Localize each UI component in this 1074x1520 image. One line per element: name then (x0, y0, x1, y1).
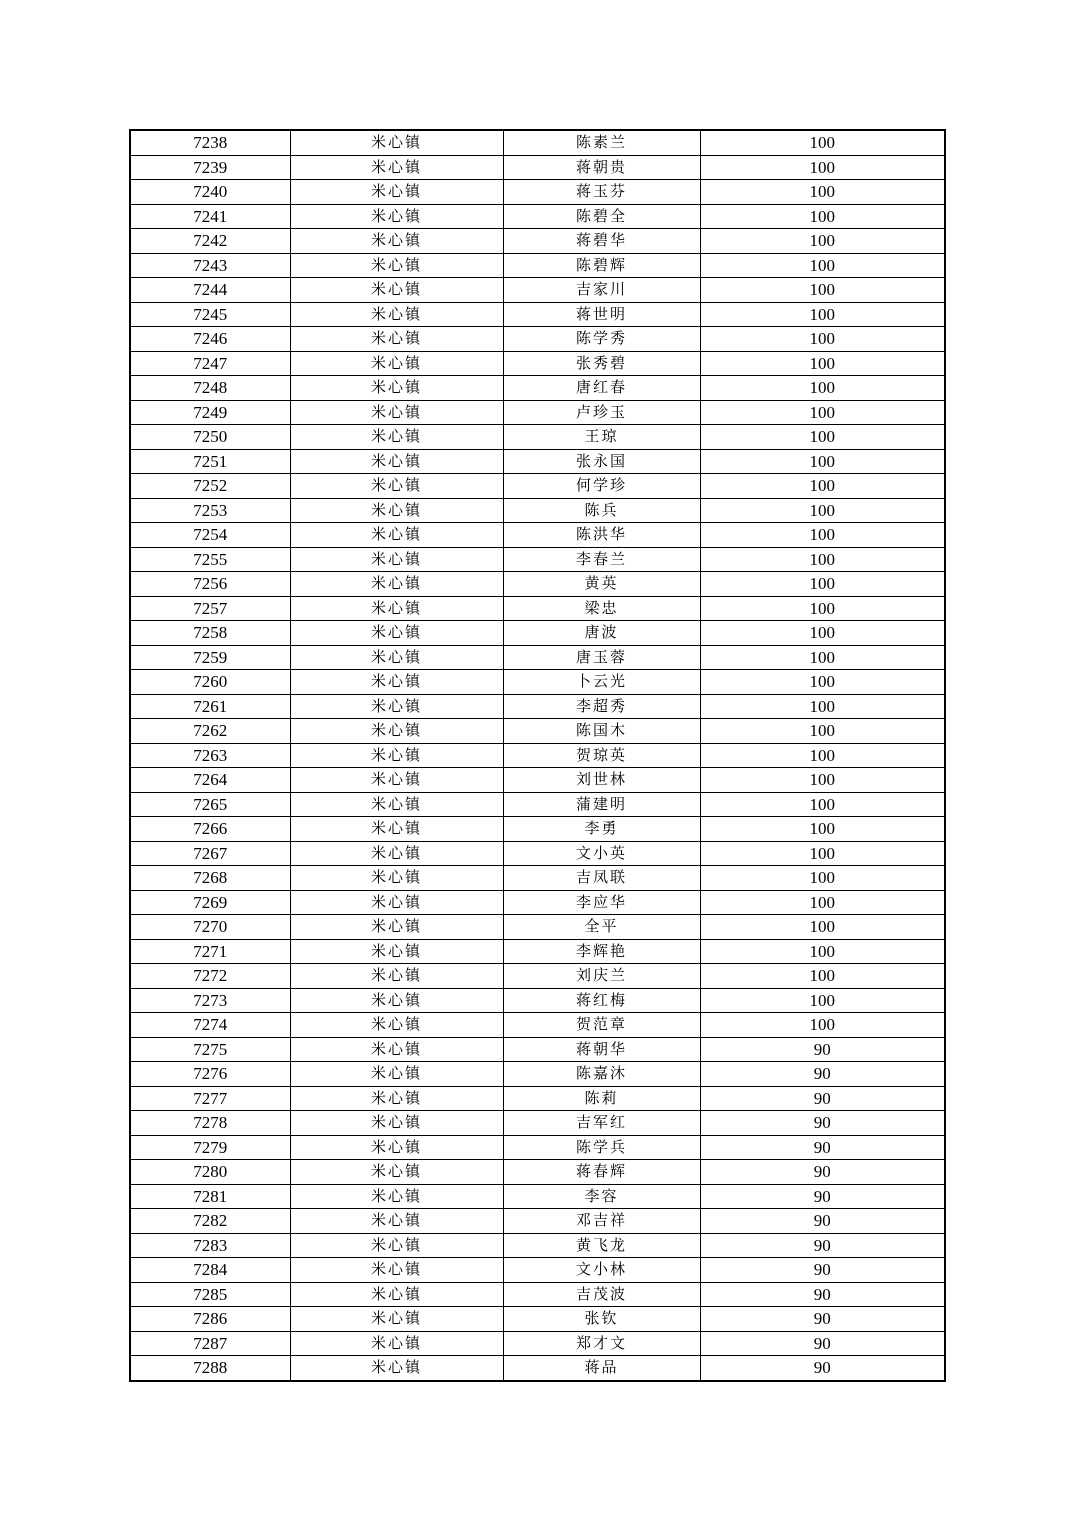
name-cell: 唐波 (503, 621, 700, 646)
serial-number-cell: 7287 (130, 1331, 290, 1356)
amount-cell: 90 (700, 1233, 945, 1258)
town-cell: 米心镇 (290, 130, 503, 155)
table-row (130, 915, 945, 940)
name-cell: 李勇 (503, 817, 700, 842)
town-cell: 米心镇 (290, 1062, 503, 1087)
town-cell: 米心镇 (290, 253, 503, 278)
amount-cell: 90 (700, 1037, 945, 1062)
town-cell: 米心镇 (290, 572, 503, 597)
town-cell: 米心镇 (290, 1331, 503, 1356)
town-cell: 米心镇 (290, 621, 503, 646)
town-cell: 米心镇 (290, 964, 503, 989)
table-row (130, 890, 945, 915)
serial-number-cell: 7253 (130, 498, 290, 523)
amount-cell: 100 (700, 645, 945, 670)
name-cell: 刘庆兰 (503, 964, 700, 989)
serial-number-cell: 7238 (130, 130, 290, 155)
table-row (130, 988, 945, 1013)
serial-number-cell: 7277 (130, 1086, 290, 1111)
table-body (130, 130, 945, 1381)
amount-cell: 100 (700, 400, 945, 425)
table-row (130, 670, 945, 695)
amount-cell: 100 (700, 523, 945, 548)
serial-number-cell: 7256 (130, 572, 290, 597)
town-cell: 米心镇 (290, 1356, 503, 1381)
amount-cell: 100 (700, 278, 945, 303)
name-cell: 梁忠 (503, 596, 700, 621)
table-row (130, 1111, 945, 1136)
name-cell: 陈国木 (503, 719, 700, 744)
name-cell: 卜云光 (503, 670, 700, 695)
serial-number-cell: 7249 (130, 400, 290, 425)
amount-cell: 90 (700, 1160, 945, 1185)
amount-cell: 100 (700, 180, 945, 205)
name-cell: 蒋春辉 (503, 1160, 700, 1185)
town-cell: 米心镇 (290, 939, 503, 964)
town-cell: 米心镇 (290, 645, 503, 670)
name-cell: 陈素兰 (503, 130, 700, 155)
name-cell: 吉茂波 (503, 1282, 700, 1307)
table-row (130, 1356, 945, 1381)
serial-number-cell: 7281 (130, 1184, 290, 1209)
serial-number-cell: 7278 (130, 1111, 290, 1136)
name-cell: 何学珍 (503, 474, 700, 499)
table-row (130, 621, 945, 646)
table-row (130, 694, 945, 719)
town-cell: 米心镇 (290, 1135, 503, 1160)
serial-number-cell: 7285 (130, 1282, 290, 1307)
serial-number-cell: 7269 (130, 890, 290, 915)
table-row (130, 719, 945, 744)
town-cell: 米心镇 (290, 376, 503, 401)
name-cell: 吉凤联 (503, 866, 700, 891)
name-cell: 蒋朝华 (503, 1037, 700, 1062)
amount-cell: 100 (700, 449, 945, 474)
amount-cell: 90 (700, 1062, 945, 1087)
table-row (130, 1258, 945, 1283)
table-row (130, 1184, 945, 1209)
town-cell: 米心镇 (290, 1037, 503, 1062)
town-cell: 米心镇 (290, 327, 503, 352)
town-cell: 米心镇 (290, 547, 503, 572)
table-row (130, 1209, 945, 1234)
town-cell: 米心镇 (290, 1258, 503, 1283)
amount-cell: 100 (700, 670, 945, 695)
amount-cell: 90 (700, 1086, 945, 1111)
table-row (130, 449, 945, 474)
serial-number-cell: 7268 (130, 866, 290, 891)
table-row (130, 278, 945, 303)
table-row (130, 596, 945, 621)
amount-cell: 100 (700, 768, 945, 793)
serial-number-cell: 7282 (130, 1209, 290, 1234)
table-row (130, 1307, 945, 1332)
serial-number-cell: 7271 (130, 939, 290, 964)
table-row (130, 302, 945, 327)
name-cell: 卢珍玉 (503, 400, 700, 425)
amount-cell: 90 (700, 1135, 945, 1160)
town-cell: 米心镇 (290, 743, 503, 768)
name-cell: 贺范章 (503, 1013, 700, 1038)
amount-cell: 100 (700, 743, 945, 768)
table-row (130, 1331, 945, 1356)
town-cell: 米心镇 (290, 1282, 503, 1307)
name-cell: 陈碧全 (503, 204, 700, 229)
serial-number-cell: 7280 (130, 1160, 290, 1185)
table-row (130, 1160, 945, 1185)
amount-cell: 100 (700, 817, 945, 842)
name-cell: 张钦 (503, 1307, 700, 1332)
name-cell: 蒋品 (503, 1356, 700, 1381)
town-cell: 米心镇 (290, 1086, 503, 1111)
name-cell: 蒋世明 (503, 302, 700, 327)
serial-number-cell: 7275 (130, 1037, 290, 1062)
town-cell: 米心镇 (290, 670, 503, 695)
table-row (130, 1062, 945, 1087)
amount-cell: 100 (700, 425, 945, 450)
table-row (130, 1135, 945, 1160)
table-row (130, 1086, 945, 1111)
amount-cell: 100 (700, 694, 945, 719)
town-cell: 米心镇 (290, 155, 503, 180)
town-cell: 米心镇 (290, 719, 503, 744)
serial-number-cell: 7261 (130, 694, 290, 719)
amount-cell: 100 (700, 939, 945, 964)
serial-number-cell: 7246 (130, 327, 290, 352)
amount-cell: 100 (700, 988, 945, 1013)
table-row (130, 155, 945, 180)
serial-number-cell: 7262 (130, 719, 290, 744)
town-cell: 米心镇 (290, 988, 503, 1013)
town-cell: 米心镇 (290, 1013, 503, 1038)
table-row (130, 792, 945, 817)
table-row (130, 376, 945, 401)
amount-cell: 100 (700, 376, 945, 401)
serial-number-cell: 7251 (130, 449, 290, 474)
amount-cell: 100 (700, 498, 945, 523)
table-row (130, 939, 945, 964)
name-cell: 蒋朝贵 (503, 155, 700, 180)
serial-number-cell: 7264 (130, 768, 290, 793)
town-cell: 米心镇 (290, 474, 503, 499)
amount-cell: 90 (700, 1331, 945, 1356)
serial-number-cell: 7288 (130, 1356, 290, 1381)
town-cell: 米心镇 (290, 400, 503, 425)
amount-cell: 90 (700, 1307, 945, 1332)
name-cell: 陈洪华 (503, 523, 700, 548)
amount-cell: 100 (700, 866, 945, 891)
serial-number-cell: 7274 (130, 1013, 290, 1038)
town-cell: 米心镇 (290, 1111, 503, 1136)
data-table (129, 129, 946, 1382)
amount-cell: 100 (700, 351, 945, 376)
amount-cell: 100 (700, 964, 945, 989)
amount-cell: 100 (700, 890, 945, 915)
amount-cell: 100 (700, 1013, 945, 1038)
table-row (130, 1013, 945, 1038)
table-row (130, 645, 945, 670)
serial-number-cell: 7252 (130, 474, 290, 499)
table-row (130, 841, 945, 866)
table-row (130, 229, 945, 254)
town-cell: 米心镇 (290, 425, 503, 450)
name-cell: 刘世林 (503, 768, 700, 793)
amount-cell: 100 (700, 302, 945, 327)
serial-number-cell: 7248 (130, 376, 290, 401)
name-cell: 邓吉祥 (503, 1209, 700, 1234)
town-cell: 米心镇 (290, 596, 503, 621)
amount-cell: 100 (700, 572, 945, 597)
name-cell: 文小林 (503, 1258, 700, 1283)
table-row (130, 817, 945, 842)
amount-cell: 90 (700, 1111, 945, 1136)
amount-cell: 100 (700, 253, 945, 278)
serial-number-cell: 7241 (130, 204, 290, 229)
table-row (130, 130, 945, 155)
serial-number-cell: 7243 (130, 253, 290, 278)
town-cell: 米心镇 (290, 1209, 503, 1234)
town-cell: 米心镇 (290, 351, 503, 376)
amount-cell: 100 (700, 204, 945, 229)
town-cell: 米心镇 (290, 1233, 503, 1258)
name-cell: 吉家川 (503, 278, 700, 303)
amount-cell: 100 (700, 474, 945, 499)
name-cell: 唐红春 (503, 376, 700, 401)
serial-number-cell: 7267 (130, 841, 290, 866)
amount-cell: 90 (700, 1209, 945, 1234)
name-cell: 吉军红 (503, 1111, 700, 1136)
serial-number-cell: 7259 (130, 645, 290, 670)
name-cell: 唐玉蓉 (503, 645, 700, 670)
serial-number-cell: 7260 (130, 670, 290, 695)
town-cell: 米心镇 (290, 841, 503, 866)
table-row (130, 572, 945, 597)
name-cell: 陈莉 (503, 1086, 700, 1111)
name-cell: 李辉艳 (503, 939, 700, 964)
table-row (130, 327, 945, 352)
serial-number-cell: 7272 (130, 964, 290, 989)
serial-number-cell: 7245 (130, 302, 290, 327)
name-cell: 蒋玉芬 (503, 180, 700, 205)
table-row (130, 866, 945, 891)
town-cell: 米心镇 (290, 866, 503, 891)
name-cell: 蒲建明 (503, 792, 700, 817)
serial-number-cell: 7240 (130, 180, 290, 205)
serial-number-cell: 7244 (130, 278, 290, 303)
town-cell: 米心镇 (290, 1307, 503, 1332)
serial-number-cell: 7279 (130, 1135, 290, 1160)
amount-cell: 100 (700, 792, 945, 817)
town-cell: 米心镇 (290, 278, 503, 303)
name-cell: 蒋碧华 (503, 229, 700, 254)
name-cell: 李应华 (503, 890, 700, 915)
name-cell: 陈嘉沐 (503, 1062, 700, 1087)
name-cell: 全平 (503, 915, 700, 940)
town-cell: 米心镇 (290, 890, 503, 915)
table-row (130, 400, 945, 425)
table-row (130, 523, 945, 548)
serial-number-cell: 7257 (130, 596, 290, 621)
amount-cell: 100 (700, 547, 945, 572)
serial-number-cell: 7284 (130, 1258, 290, 1283)
name-cell: 张永国 (503, 449, 700, 474)
amount-cell: 90 (700, 1258, 945, 1283)
town-cell: 米心镇 (290, 449, 503, 474)
serial-number-cell: 7276 (130, 1062, 290, 1087)
town-cell: 米心镇 (290, 768, 503, 793)
serial-number-cell: 7255 (130, 547, 290, 572)
serial-number-cell: 7283 (130, 1233, 290, 1258)
serial-number-cell: 7286 (130, 1307, 290, 1332)
serial-number-cell: 7263 (130, 743, 290, 768)
name-cell: 陈学兵 (503, 1135, 700, 1160)
town-cell: 米心镇 (290, 915, 503, 940)
amount-cell: 100 (700, 229, 945, 254)
town-cell: 米心镇 (290, 204, 503, 229)
serial-number-cell: 7242 (130, 229, 290, 254)
amount-cell: 100 (700, 621, 945, 646)
serial-number-cell: 7250 (130, 425, 290, 450)
table-row (130, 547, 945, 572)
serial-number-cell: 7273 (130, 988, 290, 1013)
town-cell: 米心镇 (290, 229, 503, 254)
table-row (130, 1282, 945, 1307)
name-cell: 郑才文 (503, 1331, 700, 1356)
table-row (130, 204, 945, 229)
amount-cell: 100 (700, 719, 945, 744)
amount-cell: 100 (700, 841, 945, 866)
serial-number-cell: 7270 (130, 915, 290, 940)
table-row (130, 474, 945, 499)
name-cell: 陈学秀 (503, 327, 700, 352)
name-cell: 陈碧辉 (503, 253, 700, 278)
town-cell: 米心镇 (290, 523, 503, 548)
table-row (130, 1037, 945, 1062)
serial-number-cell: 7258 (130, 621, 290, 646)
table-row (130, 253, 945, 278)
name-cell: 文小英 (503, 841, 700, 866)
table-row (130, 180, 945, 205)
name-cell: 李春兰 (503, 547, 700, 572)
name-cell: 蒋红梅 (503, 988, 700, 1013)
table-row (130, 351, 945, 376)
amount-cell: 100 (700, 596, 945, 621)
name-cell: 陈兵 (503, 498, 700, 523)
table-row (130, 498, 945, 523)
town-cell: 米心镇 (290, 498, 503, 523)
serial-number-cell: 7265 (130, 792, 290, 817)
town-cell: 米心镇 (290, 302, 503, 327)
town-cell: 米心镇 (290, 180, 503, 205)
table-row (130, 743, 945, 768)
table-row (130, 1233, 945, 1258)
town-cell: 米心镇 (290, 792, 503, 817)
name-cell: 张秀碧 (503, 351, 700, 376)
serial-number-cell: 7254 (130, 523, 290, 548)
amount-cell: 100 (700, 915, 945, 940)
name-cell: 贺琼英 (503, 743, 700, 768)
town-cell: 米心镇 (290, 817, 503, 842)
name-cell: 王琼 (503, 425, 700, 450)
name-cell: 李容 (503, 1184, 700, 1209)
amount-cell: 90 (700, 1282, 945, 1307)
town-cell: 米心镇 (290, 1160, 503, 1185)
amount-cell: 100 (700, 130, 945, 155)
table-row (130, 964, 945, 989)
table-row (130, 768, 945, 793)
name-cell: 李超秀 (503, 694, 700, 719)
serial-number-cell: 7239 (130, 155, 290, 180)
amount-cell: 100 (700, 327, 945, 352)
amount-cell: 90 (700, 1356, 945, 1381)
table-row (130, 425, 945, 450)
town-cell: 米心镇 (290, 694, 503, 719)
amount-cell: 90 (700, 1184, 945, 1209)
amount-cell: 100 (700, 155, 945, 180)
serial-number-cell: 7247 (130, 351, 290, 376)
name-cell: 黄飞龙 (503, 1233, 700, 1258)
town-cell: 米心镇 (290, 1184, 503, 1209)
name-cell: 黄英 (503, 572, 700, 597)
serial-number-cell: 7266 (130, 817, 290, 842)
